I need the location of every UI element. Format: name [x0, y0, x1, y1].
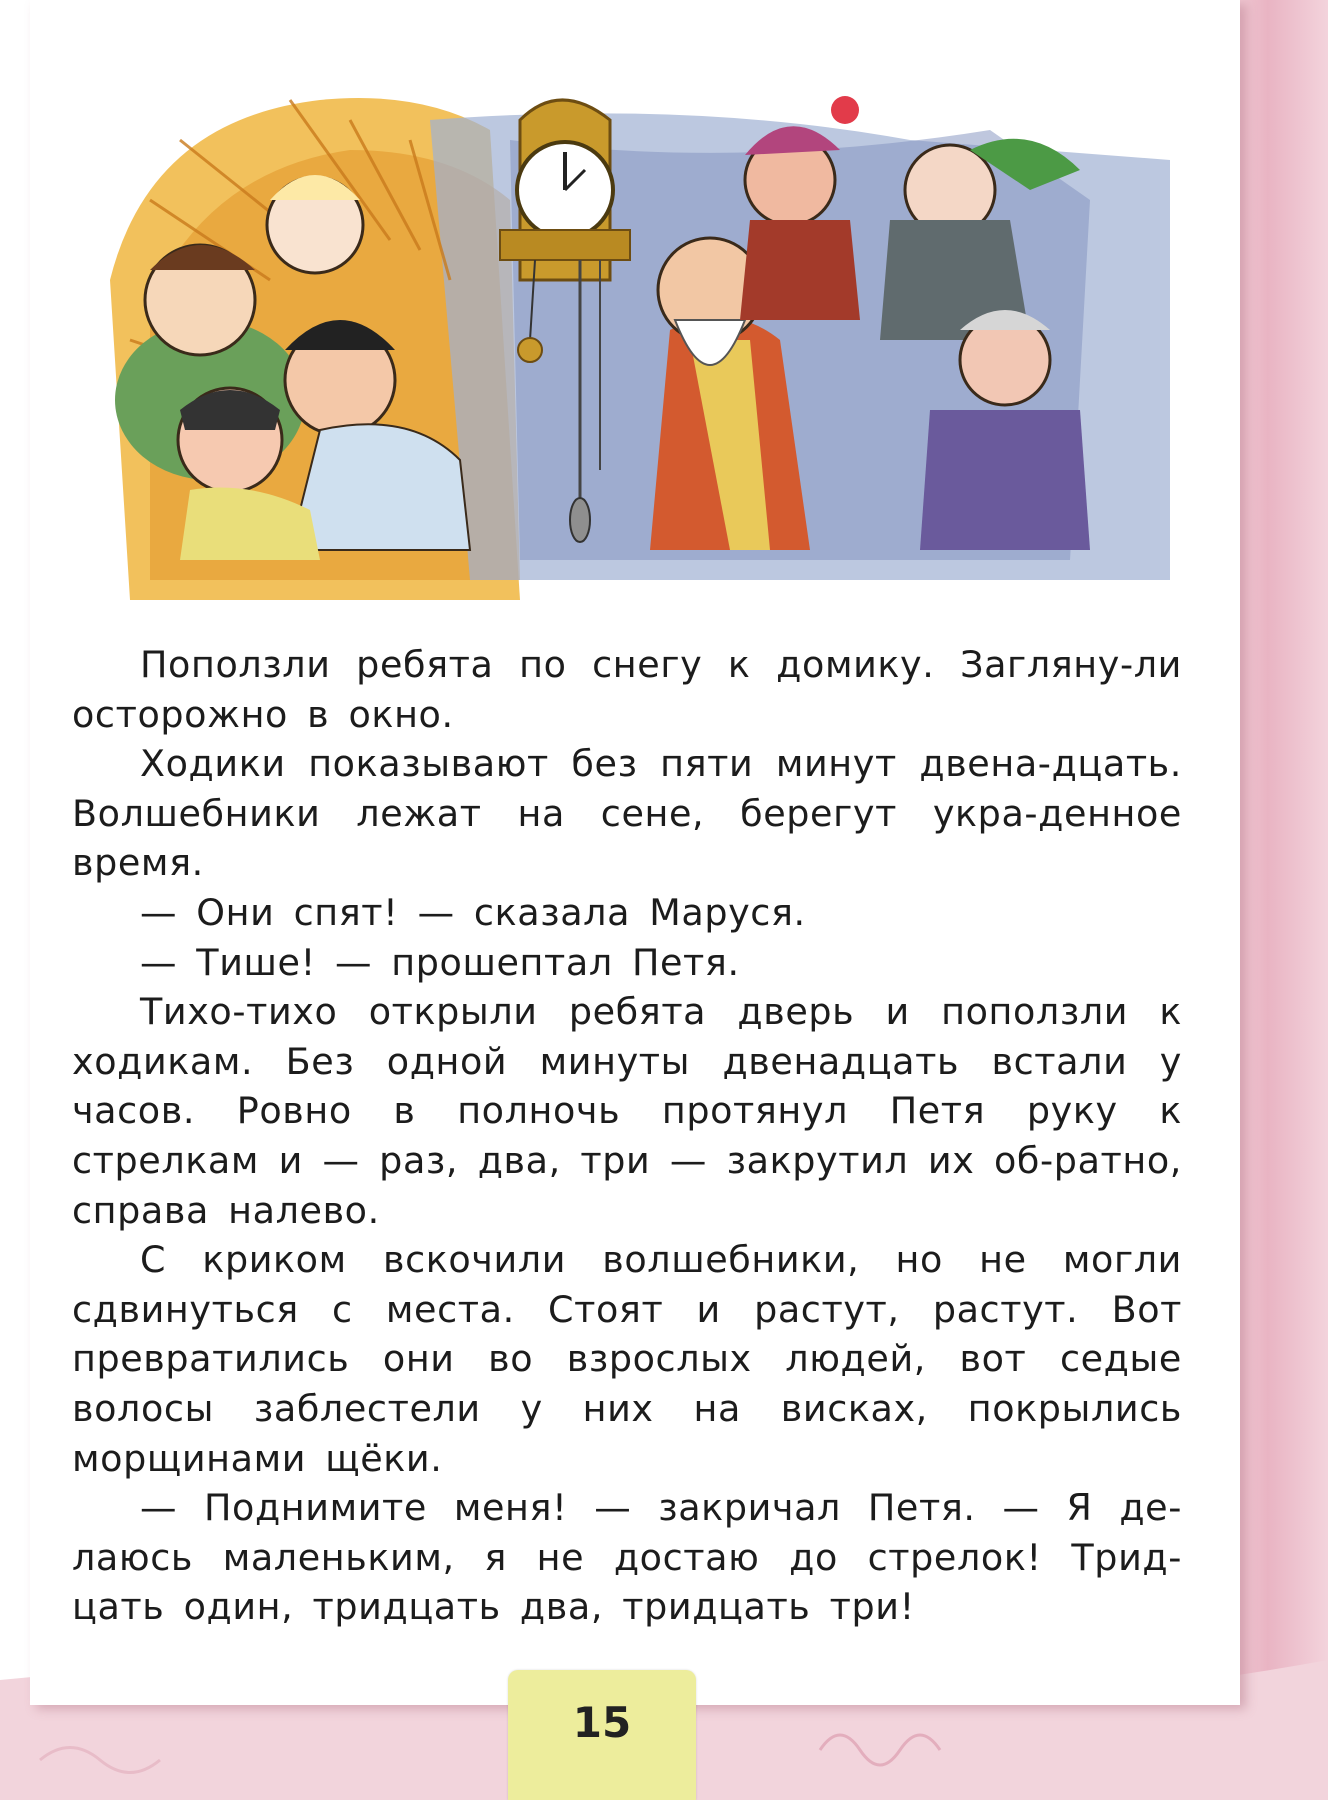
story-text [72, 640, 1182, 1632]
page-number-tab [508, 1670, 696, 1800]
story-illustration [90, 80, 1260, 600]
paragraph: Поползли ребята по снегу к домику. Загляну-ли осторожно в окно. [72, 643, 1182, 736]
page-number: 15 [572, 1698, 632, 1747]
paragraph: Тихо-тихо открыли ребята дверь и поползли к ходикам. Без одной минуты двенадцать встали у часов. Ровно в полночь протянул Петя руку к стрелкам и — раз, два, три — закрутил их об-ратно, справа налево. [72, 990, 1182, 1232]
paragraph: — Тише! — прошептал Петя. [140, 940, 740, 984]
paragraph: — Они спят! — сказала Маруся. [140, 890, 806, 934]
paragraph: С криком вскочили волшебники, но не могли сдвинуться с места. Стоят и растут, растут. Вот превратились они во взрослых людей, вот седые волосы заблестели у них на висках, покрылись морщинами щёки. [72, 1238, 1182, 1480]
paragraph: Ходики показывают без пяти минут двена-дцать. Волшебники лежат на сене, берегут укра-денное время. [72, 742, 1182, 885]
paragraph: — Поднимите меня! — закричал Петя. — Я де-лаюсь маленьким, я не достаю до стрелок! Трид-цать один, тридцать два, тридцать три! [72, 1486, 1182, 1629]
